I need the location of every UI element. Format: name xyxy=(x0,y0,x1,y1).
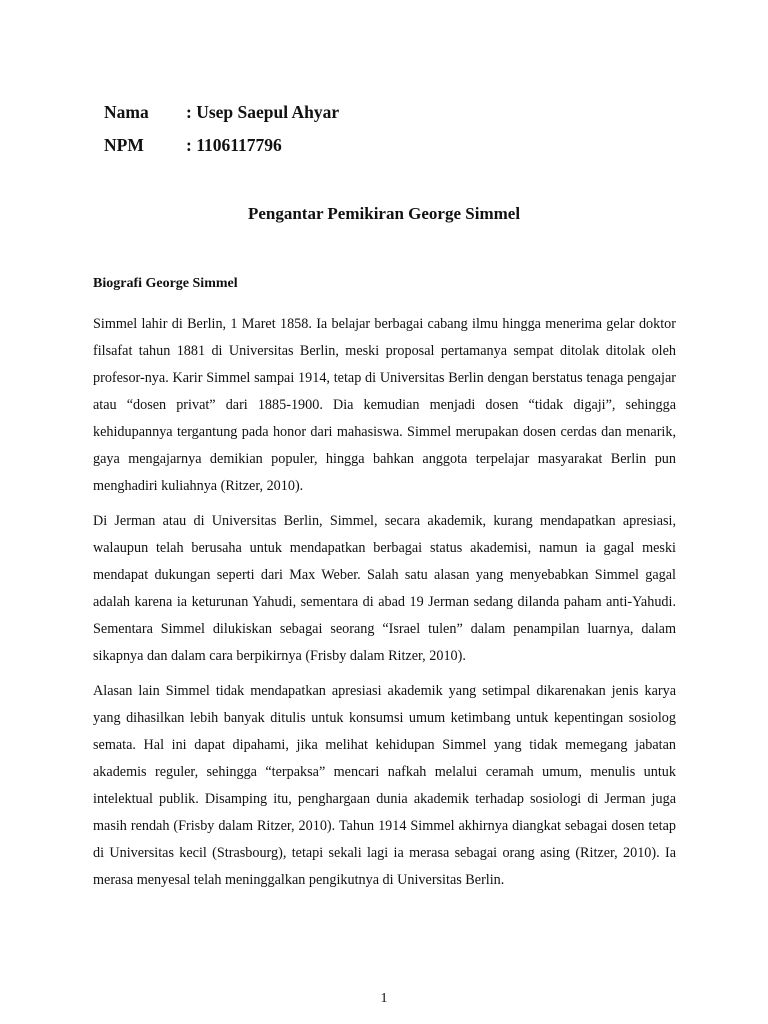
student-npm-row xyxy=(104,134,282,156)
paragraph-2: Di Jerman atau di Universitas Berlin, Simmel, secara akademik, kurang mendapatkan apresiasi, walaupun telah berusaha untuk mendapatkan berbagai status akademisi, namun ia gagal meski mendapat dukungan seperti dari Max Weber. Salah satu alasan yang menyebabkan Simmel gagal adalah karena ia keturunan Yahudi, sementara di abad 19 Jerman sedang dilanda paham anti-Yahudi. Sementara Simmel dilukiskan sebagai seorang “Israel tulen” dalam penampilan luarnya, dalam sikapnya dan dalam cara berpikirnya (Frisby dalam Ritzer, 2010). xyxy=(93,513,676,664)
page-number: 1 xyxy=(380,991,388,1006)
student-name-row xyxy=(104,101,339,123)
paragraph-3: Alasan lain Simmel tidak mendapatkan apresiasi akademik yang setimpal dikarenakan jenis karya yang dihasilkan lebih banyak ditulis untuk konsumsi umum ketimbang untuk kepentingan sosiolog semata. Hal ini dapat dipahami, jika melihat kehidupan Simmel yang tidak memegang jabatan akademis reguler, sehingga “terpaksa” mencari nafkah melalui ceramah umum, menulis untuk intelektual publik. Disamping itu, penghargaan dunia akademik terhadap sosiologi di Jerman juga masih rendah (Frisby dalam Ritzer, 2010). Tahun 1914 Simmel akhirnya diangkat sebagai dosen tetap di Universitas kecil (Strasbourg), tetapi sekali lagi ia merasa sebagai orang asing (Ritzer, 2010). Ia merasa menyesal telah meninggalkan pengikutnya di Universitas Berlin. xyxy=(93,683,676,888)
paragraph-1: Simmel lahir di Berlin, 1 Maret 1858. Ia belajar berbagai cabang ilmu hingga menerima gelar doktor filsafat tahun 1881 di Universitas Berlin, meski proposal pertamanya sempat ditolak ditolak oleh profesor-nya. Karir Simmel sampai 1914, tetap di Universitas Berlin dengan berstatus tenaga pengajar atau “dosen privat” dari 1885-1900. Dia kemudian menjadi dosen “tidak digaji”, sehingga kehidupannya tergantung pada honor dari mahasiswa. Simmel merupakan dosen cerdas dan menarik, gaya mengajarnya demikian populer, hingga bahkan anggota terpelajar masyarakat Berlin pun menghadiri kuliahnya (Ritzer, 2010). xyxy=(93,316,676,494)
name-label: Nama xyxy=(104,102,149,122)
npm-value: : 1106117796 xyxy=(186,135,282,155)
section-heading: Biografi George Simmel xyxy=(93,276,238,291)
document-body xyxy=(93,311,676,902)
document-title: Pengantar Pemikiran George Simmel xyxy=(247,204,521,223)
npm-label: NPM xyxy=(104,135,144,155)
name-value: : Usep Saepul Ahyar xyxy=(186,102,340,122)
